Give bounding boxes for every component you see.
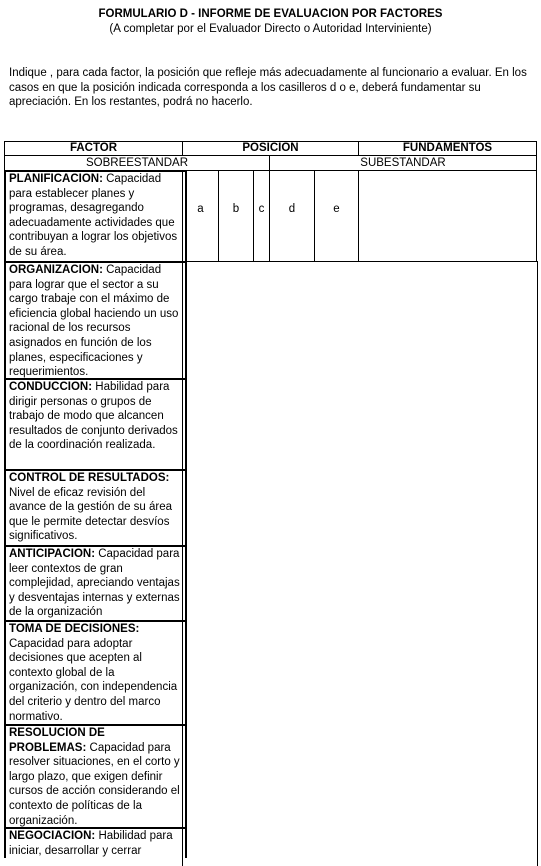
factor-name: TOMA DE DECISIONES: — [9, 623, 140, 635]
instructions-text: Indique , para cada factor, la posición que refleje más adecuadamente al funcionario a evaluar. En los casos en que la posición indicada corresponda a los casilleros d o e, deberá fundamentar su apreciación. En los restantes, podrá no hacerlo. — [9, 67, 527, 108]
factor-desc: Capacidad para leer contextos de gran complejidad, apreciando ventajas y desventajas internas y externas de la organización — [9, 548, 180, 619]
factor-control-de-resultados — [4, 469, 187, 547]
factor-name: ORGANIZACION: — [9, 264, 103, 276]
factor-anticipacion — [4, 545, 187, 622]
factor-negociacion — [4, 827, 187, 858]
factor-header: FACTOR — [4, 141, 183, 156]
position-cell-c[interactable]: c — [253, 170, 270, 262]
position-cell-a[interactable]: a — [182, 170, 219, 262]
position-cell-b[interactable]: b — [218, 170, 254, 262]
factor-desc: Habilidad para iniciar, desarrollar y cerrar — [9, 830, 173, 857]
position-cell-e[interactable]: e — [314, 170, 359, 262]
factor-desc: Capacidad para establecer planes y programas, desagregando adecuadamente actividades que contribuyan a lograr los objetivos de su área. — [9, 173, 178, 258]
subestandar-header: SUBESTANDAR — [269, 155, 537, 171]
response-area[interactable] — [182, 261, 538, 866]
factor-name: ANTICIPACION: — [9, 548, 96, 560]
form-subtitle: (A completar por el Evaluador Directo o Autoridad Interviniente) — [109, 23, 432, 35]
sobreestandar-header: SOBREESTANDAR — [4, 155, 270, 171]
form-title: FORMULARIO D - INFORME DE EVALUACION POR FACTORES — [98, 8, 443, 20]
factor-name: CONTROL DE RESULTADOS: — [9, 472, 170, 484]
fundamentos-header: FUNDAMENTOS — [358, 141, 537, 156]
factor-desc: Nivel de eficaz revisión del avance de la gestión de su área que le permite detectar desvíos significativos. — [9, 486, 173, 543]
factor-desc: Capacidad para lograr que el sector a su cargo trabaje con el máximo de eficiencia global haciendo un uso racional de los recursos asignados en función de los planes, especificaciones y requerimientos. — [9, 264, 179, 379]
posicion-header: POSICION — [182, 141, 359, 156]
factor-toma-de-decisiones — [4, 620, 187, 726]
factor-desc: Capacidad para adoptar decisiones que acepten al contexto global de la organización, con independencia del criterio y dentro del marco normativo. — [9, 637, 178, 723]
factor-name: PLANIFICACION: — [9, 173, 103, 185]
factor-desc: Capacidad para resolver situaciones, en el corto y largo plazo, que exigen definir cursos de acción considerando el contexto de políticas de la organización. — [9, 741, 180, 827]
factor-resolucion-de-problemas — [4, 724, 187, 829]
evaluation-table — [4, 141, 537, 866]
factor-name: RESOLUCION DE PROBLEMAS: — [9, 727, 105, 754]
factor-planificacion — [4, 170, 187, 263]
fundamentos-cell[interactable] — [358, 170, 537, 262]
factor-desc: Habilidad para dirigir personas o grupos de trabajo de modo que alcancen resultados de conjunto derivados de la coordinación realizada. — [9, 381, 178, 452]
factor-name: CONDUCCION: — [9, 381, 93, 393]
factor-name: NEGOCIACION: — [9, 830, 96, 842]
factor-conduccion — [4, 378, 187, 471]
factor-organizacion — [4, 261, 187, 380]
position-cell-d[interactable]: d — [269, 170, 315, 262]
